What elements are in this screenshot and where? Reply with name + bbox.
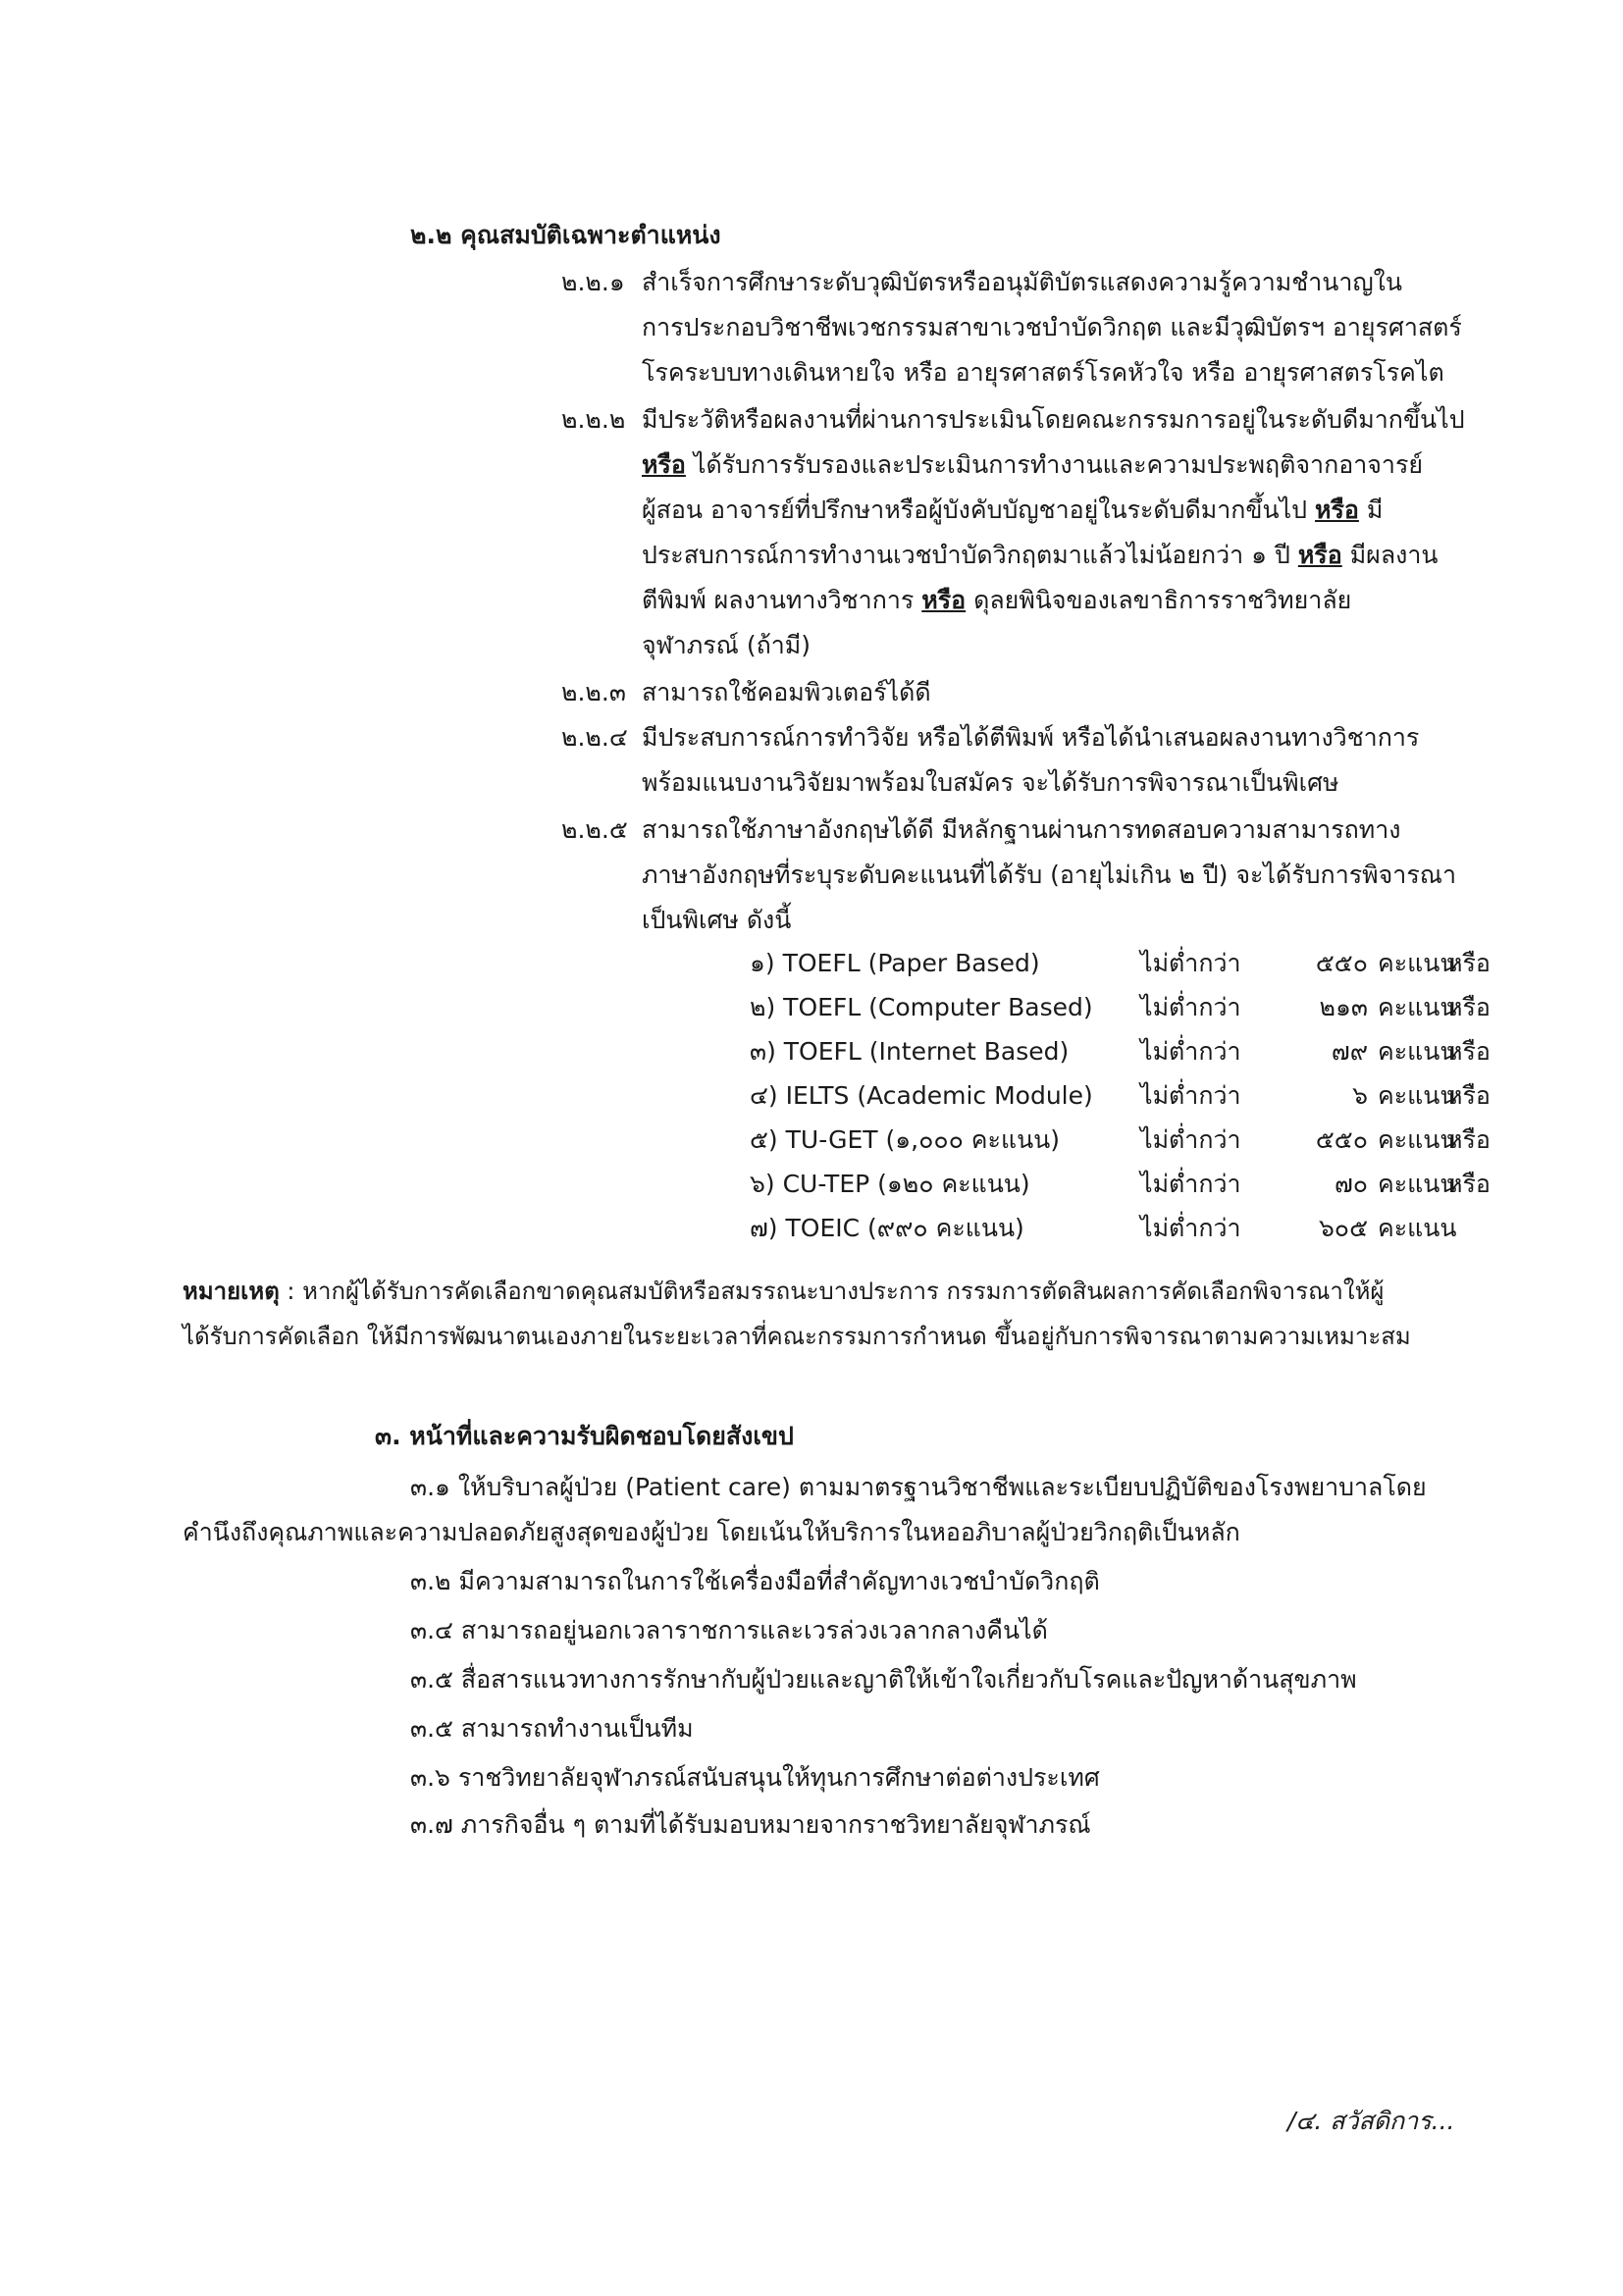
test-score: ๖ [1352, 1081, 1368, 1110]
test-minimum-label: ไม่ต่ำกว่า [1140, 1037, 1241, 1066]
note-line [183, 1274, 1384, 1309]
test-name: ๖) CU-TEP (๑๒๐ คะแนน) [750, 1170, 1030, 1198]
test-unit: คะแนน [1378, 1081, 1457, 1110]
test-unit: คะแนน [1378, 993, 1457, 1021]
item-2-2-1-text: สำเร็จการศึกษาระดับวุฒิบัตรหรืออนุมัติบัตรแสดงความรู้ความชำนาญใน [642, 268, 1402, 296]
test-unit: คะแนน [1378, 949, 1457, 977]
test-score: ๖๐๕ [1318, 1214, 1368, 1242]
item-2-2-2-line [642, 493, 1383, 528]
item-2-2-5-line: ภาษาอังกฤษที่ระบุระดับคะแนนที่ได้รับ (อายุไม่เกิน ๒ ปี) จะได้รับการพิจารณา [642, 861, 1456, 889]
test-minimum-label: ไม่ต่ำกว่า [1140, 1214, 1241, 1242]
test-name: ๓) TOEFL (Internet Based) [750, 1037, 1070, 1066]
test-or: หรือ [1446, 993, 1491, 1021]
test-score: ๗๙ [1331, 1037, 1368, 1066]
test-unit: คะแนน [1378, 1125, 1457, 1154]
test-score: ๗๐ [1334, 1170, 1368, 1198]
item-2-2-2-text: ดุลยพินิจของเลขาธิการราชวิทยาลัย [973, 586, 1352, 614]
section-3-item: ๓.๖ ราชวิทยาลัยจุฬาภรณ์สนับสนุนให้ทุนการศึกษาต่อต่างประเทศ [410, 1763, 1100, 1792]
item-2-2-2-text: ประสบการณ์การทำงานเวชบำบัดวิกฤตมาแล้วไม่น้อยกว่า ๑ ปี [642, 541, 1290, 569]
item-2-2-5-number: ๒.๒.๕ [561, 815, 628, 844]
section-3-item: ๓.๗ ภารกิจอื่น ๆ ตามที่ได้รับมอบหมายจากราชวิทยาลัยจุฬาภรณ์ [410, 1810, 1091, 1839]
test-or: หรือ [1446, 1125, 1491, 1154]
test-unit: คะแนน [1378, 1037, 1457, 1066]
item-2-2-1-line: โรคระบบทางเดินหายใจ หรือ อายุรศาสตร์โรคหัวใจ หรือ อายุรศาสตรโรคไต [642, 358, 1444, 387]
test-minimum-label: ไม่ต่ำกว่า [1140, 993, 1241, 1021]
item-2-2-3-number: ๒.๒.๓ [561, 678, 626, 706]
test-name: ๗) TOEIC (๙๙๐ คะแนน) [750, 1214, 1024, 1242]
or-emphasis: หรือ [1315, 496, 1359, 524]
section-2-2-heading: ๒.๒ คุณสมบัติเฉพาะตำแหน่ง [410, 221, 721, 249]
section-3-item: ๓.๑ ให้บริบาลผู้ป่วย (Patient care) ตามมาตรฐานวิชาชีพและระเบียบปฏิบัติของโรงพยาบาลโดย [410, 1473, 1427, 1501]
or-emphasis: หรือ [1297, 541, 1342, 569]
page-continuation: /๔. สวัสดิการ... [1287, 2107, 1455, 2135]
test-row [750, 944, 1495, 983]
test-row [750, 1076, 1495, 1116]
test-row [750, 1032, 1495, 1071]
note-line: ได้รับการคัดเลือก ให้มีการพัฒนาตนเองภายในระยะเวลาที่คณะกรรมการกำหนด ขึ้นอยู่กับการพิจารณาตามความเหมาะสม [183, 1323, 1411, 1350]
test-or: หรือ [1446, 1037, 1491, 1066]
test-row [750, 1209, 1495, 1248]
item-2-2-4-line: มีประสบการณ์การทำวิจัย หรือได้ตีพิมพ์ หรือได้นำเสนอผลงานทางวิชาการ [642, 723, 1420, 752]
section-3-item: ๓.๕ สื่อสารแนวทางการรักษากับผู้ป่วยและญาติให้เข้าใจเกี่ยวกับโรคและปัญหาด้านสุขภาพ [410, 1665, 1357, 1694]
test-row [750, 1121, 1495, 1160]
test-name: ๕) TU-GET (๑,๐๐๐ คะแนน) [750, 1125, 1061, 1154]
item-2-2-1-number: ๒.๒.๑ [561, 268, 625, 296]
test-row [750, 1165, 1495, 1204]
test-or: หรือ [1446, 1081, 1491, 1110]
item-2-2-1-line [642, 265, 1488, 300]
test-minimum-label: ไม่ต่ำกว่า [1140, 1081, 1241, 1110]
or-emphasis: หรือ [642, 450, 686, 479]
item-2-2-5-line: เป็นพิเศษ ดังนี้ [642, 906, 792, 934]
test-name: ๔) IELTS (Academic Module) [750, 1081, 1093, 1110]
note-label: หมายเหตุ [183, 1278, 280, 1305]
item-2-2-2-line [642, 538, 1438, 573]
item-2-2-2-line [642, 583, 1351, 618]
test-unit: คะแนน [1378, 1170, 1457, 1198]
test-or: หรือ [1446, 1170, 1491, 1198]
item-2-2-4-number: ๒.๒.๔ [561, 723, 628, 752]
item-2-2-2-text: ได้รับการรับรองและประเมินการทำงานและความประพฤติจากอาจารย์ [693, 450, 1424, 479]
section-3-item: ๓.๔ สามารถอยู่นอกเวลาราชการและเวรล่วงเวลากลางคืนได้ [410, 1616, 1048, 1644]
item-2-2-2-text: มี [1366, 496, 1384, 524]
item-2-2-2-number: ๒.๒.๒ [561, 405, 626, 434]
test-minimum-label: ไม่ต่ำกว่า [1140, 949, 1241, 977]
section-3-item-continuation: คำนึงถึงคุณภาพและความปลอดภัยสูงสุดของผู้ป่วย โดยเน้นให้บริการในหออภิบาลผู้ป่วยวิกฤติเป็นหลัก [183, 1518, 1240, 1546]
test-unit: คะแนน [1378, 1214, 1457, 1242]
test-minimum-label: ไม่ต่ำกว่า [1140, 1170, 1241, 1198]
item-2-2-1-line: การประกอบวิชาชีพเวชกรรมสาขาเวชบำบัดวิกฤต และมีวุฒิบัตรฯ อายุรศาสตร์ [642, 313, 1462, 341]
note-text: : หากผู้ได้รับการคัดเลือกขาดคุณสมบัติหรือสมรรถนะบางประการ กรรมการตัดสินผลการคัดเลือกพิจารณาให้ผู้ [279, 1278, 1385, 1305]
item-2-2-2-text: ตีพิมพ์ ผลงานทางวิชาการ [642, 586, 915, 614]
test-score: ๒๑๓ [1319, 993, 1368, 1021]
test-name: ๑) TOEFL (Paper Based) [750, 949, 1040, 977]
test-name: ๒) TOEFL (Computer Based) [750, 993, 1093, 1021]
section-3-heading: ๓. หน้าที่และความรับผิดชอบโดยสังเขป [375, 1422, 794, 1450]
section-3-item: ๓.๒ มีความสามารถในการใช้เครื่องมือที่สำคัญทางเวชบำบัดวิกฤติ [410, 1567, 1100, 1595]
section-3-item: ๓.๕ สามารถทำงานเป็นทีม [410, 1714, 694, 1743]
or-emphasis: หรือ [921, 586, 967, 614]
test-or: หรือ [1446, 949, 1491, 977]
test-row [750, 988, 1495, 1027]
item-2-2-3-text: สามารถใช้คอมพิวเตอร์ได้ดี [642, 678, 931, 706]
item-2-2-2-line: มีประวัติหรือผลงานที่ผ่านการประเมินโดยคณะกรรมการอยู่ในระดับดีมากขึ้นไป [642, 405, 1465, 434]
item-2-2-2-line [642, 447, 1423, 483]
item-2-2-5-line: สามารถใช้ภาษาอังกฤษได้ดี มีหลักฐานผ่านการทดสอบความสามารถทาง [642, 815, 1401, 844]
item-2-2-4-line: พร้อมแนบงานวิจัยมาพร้อมใบสมัคร จะได้รับการพิจารณาเป็นพิเศษ [642, 768, 1339, 797]
test-score: ๕๕๐ [1315, 949, 1368, 977]
test-score: ๕๕๐ [1315, 1125, 1368, 1154]
item-2-2-2-line: จุฬาภรณ์ (ถ้ามี) [642, 631, 811, 659]
item-2-2-2-text: ผู้สอน อาจารย์ที่ปรึกษาหรือผู้บังคับบัญชาอยู่ในระดับดีมากขึ้นไป [642, 496, 1308, 524]
test-minimum-label: ไม่ต่ำกว่า [1140, 1125, 1241, 1154]
item-2-2-2-text: มีผลงาน [1349, 541, 1439, 569]
